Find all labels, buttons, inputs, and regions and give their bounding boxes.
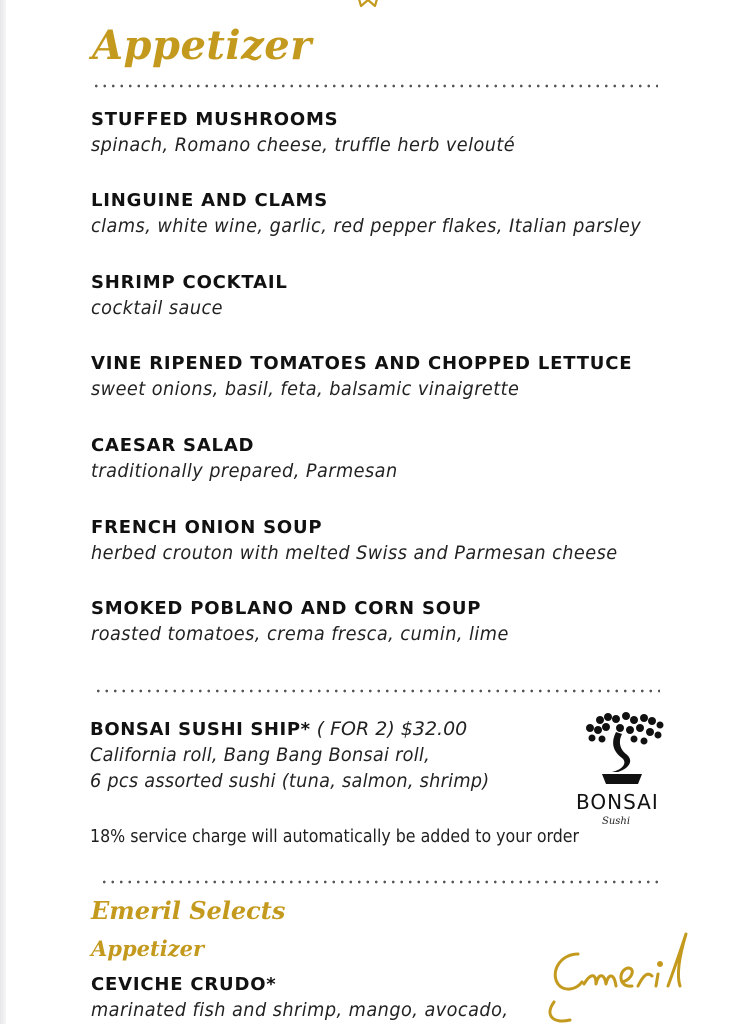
item-name: FRENCH ONION SOUP — [91, 517, 323, 538]
star-ornament-icon — [353, 0, 383, 10]
item-name: VINE RIPENED TOMATOES AND CHOPPED LETTUCE — [91, 353, 633, 374]
menu-item — [91, 435, 421, 482]
dotted-divider — [92, 84, 658, 88]
service-charge-note: 18% service charge will automatically be added to your order — [90, 826, 580, 847]
menu-item — [91, 598, 540, 645]
dotted-divider — [94, 689, 660, 693]
dotted-divider — [100, 880, 664, 884]
sushi-ship-item — [90, 718, 560, 792]
sushi-header — [90, 718, 560, 740]
item-name: CEVICHE CRUDO* — [91, 974, 277, 995]
item-description: cocktail sauce — [91, 297, 224, 319]
emeril-selects-subtitle: Appetizer — [91, 936, 205, 961]
sushi-description-line: 6 pcs assorted sushi (tuna, salmon, shrimp) — [90, 770, 490, 792]
item-description: marinated fish and shrimp, mango, avocado, — [91, 999, 509, 1021]
item-name: LINGUINE AND CLAMS — [91, 190, 329, 211]
item-name: SMOKED POBLANO AND CORN SOUP — [91, 598, 482, 619]
menu-item — [91, 272, 288, 319]
item-description: sweet onions, basil, feta, balsamic vinaigrette — [91, 378, 520, 400]
bonsai-logo-script: Sushi — [602, 816, 631, 827]
item-description: roasted tomatoes, crema fresca, cumin, lime — [91, 623, 509, 645]
sushi-description-line: California roll, Bang Bang Bonsai roll, — [90, 744, 431, 766]
emeril-signature-icon — [540, 924, 730, 1024]
sushi-name: BONSAI SUSHI SHIP* — [90, 719, 311, 740]
bonsai-tree-icon — [572, 708, 672, 788]
menu-item — [91, 974, 540, 1021]
item-description: traditionally prepared, Parmesan — [91, 460, 398, 482]
emeril-selects-title: Emeril Selects — [91, 896, 286, 925]
sushi-price: ( FOR 2) $32.00 — [316, 718, 468, 740]
item-description: herbed crouton with melted Swiss and Parmesan cheese — [91, 542, 618, 564]
menu-item — [91, 190, 683, 237]
page-edge — [0, 0, 6, 1024]
menu-item — [91, 517, 657, 564]
item-name: STUFFED MUSHROOMS — [91, 109, 339, 130]
item-name: SHRIMP COCKTAIL — [91, 272, 288, 293]
menu-item — [91, 353, 632, 400]
item-description: clams, white wine, garlic, red pepper flakes, Italian parsley — [91, 215, 642, 237]
section-title: Appetizer — [92, 22, 312, 69]
item-description: spinach, Romano cheese, truffle herb velouté — [91, 134, 516, 156]
bonsai-logo-text: BONSAI — [576, 790, 659, 814]
item-name: CAESAR SALAD — [91, 435, 255, 456]
menu-item — [91, 109, 547, 156]
